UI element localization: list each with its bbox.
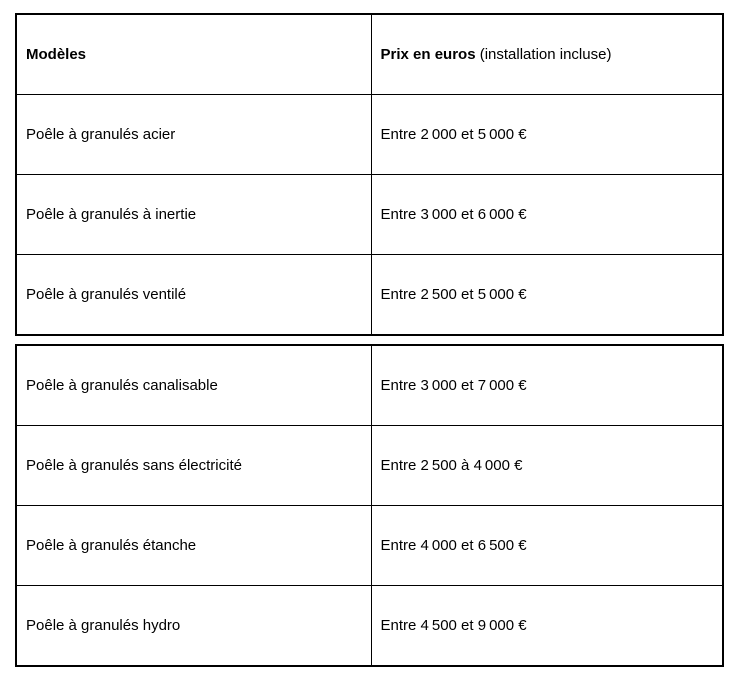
table-row	[16, 175, 723, 255]
table-row	[16, 345, 723, 426]
model-cell: Poêle à granulés ventilé	[16, 255, 371, 336]
table-row	[16, 586, 723, 667]
price-cell: Entre 2 000 et 5 000 €	[371, 95, 723, 175]
table-row	[16, 426, 723, 506]
price-cell: Entre 3 000 et 6 000 €	[371, 175, 723, 255]
price-header-label-normal: (installation incluse)	[475, 45, 612, 63]
table-row	[16, 95, 723, 175]
header-row	[16, 14, 723, 95]
table-row	[16, 255, 723, 336]
models-header-label: Modèles	[26, 45, 87, 63]
price-cell: Entre 4 500 et 9 000 €	[371, 586, 723, 667]
column-header-price	[371, 14, 723, 95]
model-cell: Poêle à granulés étanche	[16, 506, 371, 586]
price-header-label-bold: Prix en euros	[380, 45, 476, 63]
model-cell: Poêle à granulés acier	[16, 95, 371, 175]
model-cell: Poêle à granulés canalisable	[16, 345, 371, 426]
price-cell: Entre 4 000 et 6 500 €	[371, 506, 723, 586]
models-price-table-top	[15, 13, 724, 336]
model-cell: Poêle à granulés sans électricité	[16, 426, 371, 506]
model-cell: Poêle à granulés à inertie	[16, 175, 371, 255]
model-cell: Poêle à granulés hydro	[16, 586, 371, 667]
column-header-models	[16, 14, 371, 95]
price-cell: Entre 2 500 et 5 000 €	[371, 255, 723, 336]
price-cell: Entre 3 000 et 7 000 €	[371, 345, 723, 426]
table-row	[16, 506, 723, 586]
models-price-table-bottom	[15, 344, 724, 667]
price-cell: Entre 2 500 à 4 000 €	[371, 426, 723, 506]
